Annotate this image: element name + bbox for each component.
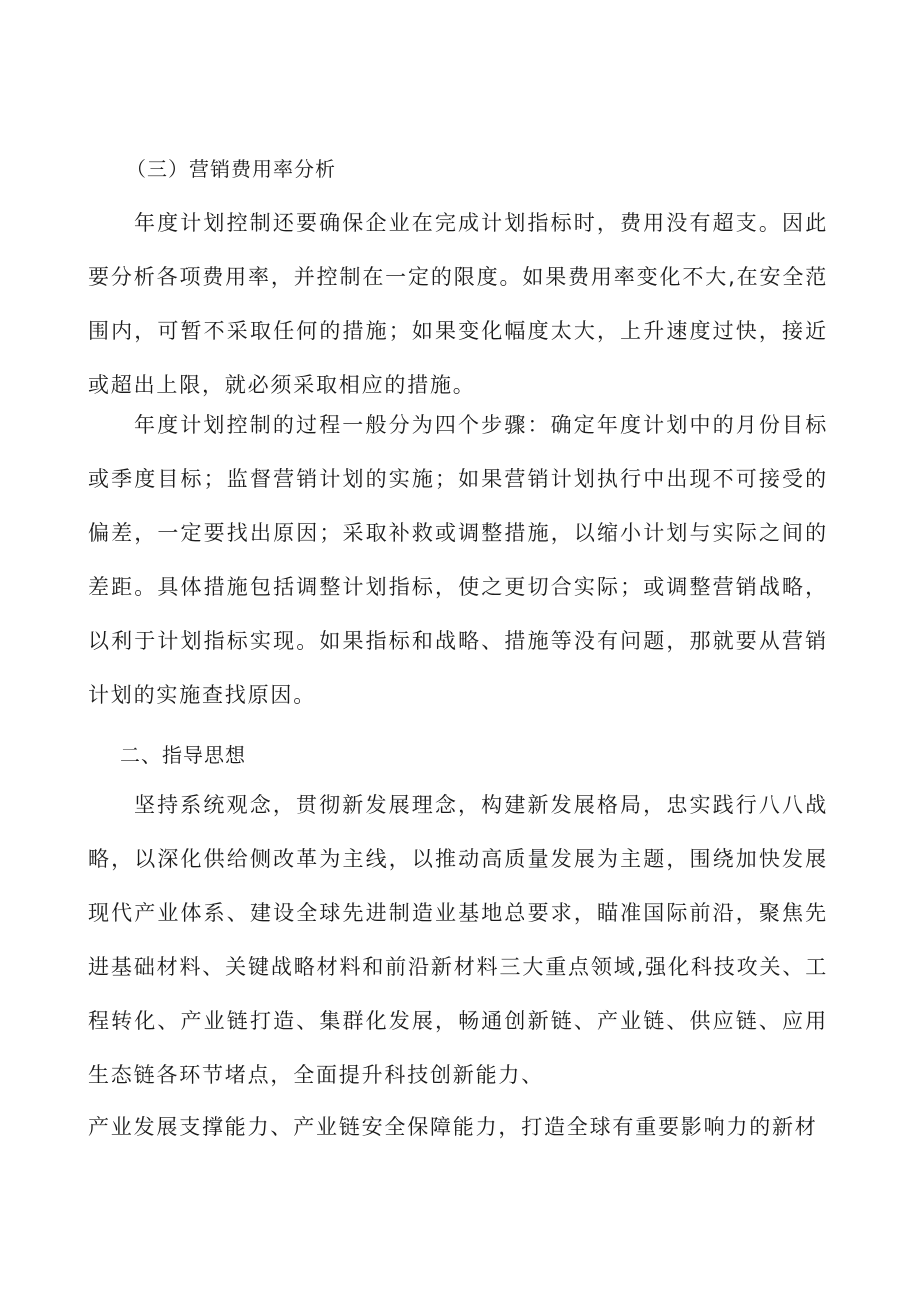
paragraph-guiding-thought: 坚持系统观念，贯彻新发展理念，构建新发展格局，忠实践行八八战略，以深化供给侧改革为主线，以推动高质量发展为主题，围绕加快发展现代产业体系、建设全球先进制造业基地总要求，瞄准国际前沿，聚焦先进基础材料、关键战略材料和前沿新材料三大重点领域,强化科技攻关、工程转化、产业链打造、集群化发展，畅通创新链、产业链、供应链、应用生态链各环节堵点，全面提升科技创新能力、: [88, 793, 828, 1087]
paragraph-expense-rate: 年度计划控制还要确保企业在完成计划指标时，费用没有超支。因此要分析各项费用率，并控制在一定的限度。如果费用率变化不大,在安全范围内，可暂不采取任何的措施；如果变化幅度太大，上升速度过快，接近或超出上限，就必须采取相应的措施。: [88, 211, 828, 397]
paragraph-continuation: 产业发展支撑能力、产业链安全保障能力，打造全球有重要影响力的新材: [88, 1115, 818, 1139]
chapter-heading: 二、指导思想: [120, 743, 246, 767]
paragraph-control-steps: 年度计划控制的过程一般分为四个步骤：确定年度计划中的月份目标或季度目标；监督营销计划的实施；如果营销计划执行中出现不可接受的偏差，一定要找出原因；采取补救或调整措施，以缩小计划与实际之间的差距。具体措施包括调整计划指标，使之更切合实际；或调整营销战略，以利于计划指标实现。如果指标和战略、措施等没有问题，那就要从营销计划的实施查找原因。: [88, 413, 828, 707]
section-heading: （三）营销费用率分析: [126, 157, 336, 181]
